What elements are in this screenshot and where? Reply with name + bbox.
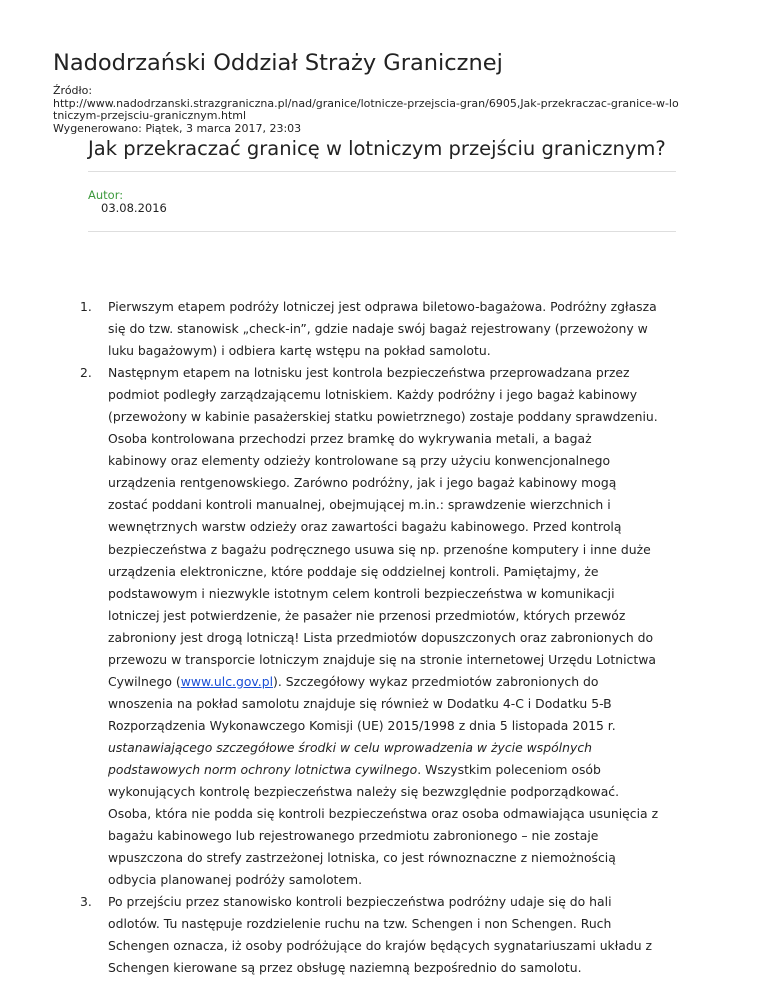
- text-line: Po przejściu przez stanowisko kontroli bezpieczeństwa podróżny udaje się do hali: [108, 894, 612, 910]
- text-line: się do tzw. stanowisk „check-in”, gdzie nadaje swój bagaż rejestrowany (przewożony w: [108, 321, 648, 337]
- list-item: [80, 891, 680, 979]
- text-line: luku bagażowym) i odbiera kartę wstępu na pokład samolotu.: [108, 343, 491, 359]
- text-line: Schengen oznacza, iż osoby podróżujące do krajów będących sygnatariuszami układu z: [108, 938, 653, 954]
- title-divider: [88, 171, 676, 172]
- list-number: 1.: [80, 299, 92, 314]
- list-number: 2.: [80, 365, 92, 381]
- text-line-italic: [108, 737, 680, 759]
- publish-date: 03.08.2016: [101, 201, 167, 215]
- italic-text: podstawowych norm ochrony lotnictwa cywilnego: [108, 761, 418, 777]
- text-line: (przewożony w kabinie pasażerskiej statku powietrznego) zostaje poddany sprawdzeniu.: [108, 409, 658, 425]
- text-line: podstawowym i niezwykle istotnym celem kontroli bezpieczeństwa w komunikacji: [108, 585, 615, 601]
- text-line: urządzenia elektroniczne, które poddaje się oddzielnej kontroli. Pamiętajmy, że: [108, 563, 599, 579]
- text-line: wnoszenia na pokład samolotu znajduje się również w Dodatku 4-C i Dodatku 5-B: [108, 695, 612, 711]
- text-line: Schengen kierowane są przez obsługę naziemną bezpośrednio do samolotu.: [108, 960, 582, 976]
- text-line: Osoba kontrolowana przechodzi przez bramkę do wykrywania metali, a bagaż: [108, 431, 592, 447]
- text-line: Rozporządzenia Wykonawczego Komisji (UE) 2015/1998 z dnia 5 listopada 2015 r.: [108, 717, 616, 733]
- list-number: 3.: [80, 894, 92, 910]
- text-line: zostać poddani kontroli manualnej, obejmującej m.in.: sprawdzenie wierzchnich i: [108, 497, 611, 513]
- source-meta: [53, 85, 679, 135]
- text-line-with-link: [108, 671, 680, 693]
- text-line: odlotów. Tu następuje rozdzielenie ruchu na tzw. Schengen i non Schengen. Ruch: [108, 916, 612, 932]
- text-line: lotniczej jest potwierdzenie, że pasażer nie przenosi przedmiotów, których przewóz: [108, 607, 626, 623]
- text-line: podmiot podległy zarządzającemu lotniskiem. Każdy podróżny i jego bagaż kabinowy: [108, 387, 638, 403]
- italic-text: ustanawiającego szczegółowe środki w celu wprowadzenia w życie wspólnych: [108, 739, 592, 755]
- text-line: bagażu kabinowego lub rejestrowanego przedmiotu zabronionego – nie zostaje: [108, 828, 599, 844]
- source-label: Źródło:: [53, 84, 93, 97]
- list-item: [80, 296, 680, 362]
- text-segment: ). Szczegółowy wykaz przedmiotów zabronionych do: [273, 673, 599, 689]
- text-segment: . Wszystkim poleceniom osób: [417, 761, 601, 777]
- text-segment: Cywilnego (: [108, 673, 181, 689]
- source-url-line-2: tniczym-przejsciu-granicznym.html: [53, 109, 247, 122]
- site-title: Nadodrzański Oddział Straży Granicznej: [53, 50, 503, 76]
- text-line: wewnętrznych warstw odzieży oraz zawartości bagażu kabinowego. Przed kontrolą: [108, 519, 622, 535]
- source-url-line-1: http://www.nadodrzanski.strazgraniczna.pl/nad/granice/lotnicze-przejscia-gran/6905,Jak-przekraczac-granice-w-lo: [53, 96, 679, 110]
- steps-list: [80, 296, 680, 979]
- text-line: Pierwszym etapem podróży lotniczej jest odprawa biletowo-bagażowa. Podróżny zgłasza: [108, 299, 657, 314]
- article-title: Jak przekraczać granicę w lotniczym przejściu granicznym?: [88, 137, 666, 160]
- generated-timestamp: Wygenerowano: Piątek, 3 marca 2017, 23:03: [53, 121, 302, 135]
- text-line: bezpieczeństwa z bagażu podręcznego usuwa się np. przenośne komputery i inne duże: [108, 541, 651, 557]
- text-line: wpuszczona do strefy zastrzeżonej lotniska, co jest równoznaczne z niemożnością: [108, 850, 616, 866]
- text-line: Następnym etapem na lotnisku jest kontrola bezpieczeństwa przeprowadzana przez: [108, 365, 630, 381]
- ulc-link[interactable]: www.ulc.gov.pl: [180, 673, 274, 689]
- text-line-mixed: [108, 759, 680, 781]
- text-line: urządzenia rentgenowskiego. Zarówno podróżny, jak i jego bagaż kabinowy mogą: [108, 475, 617, 491]
- list-item: [80, 362, 680, 891]
- text-line: wykonujących kontrolę bezpieczeństwa należy się bezwzględnie podporządkować.: [108, 784, 620, 800]
- text-line: odbycia planowanej podróży samolotem.: [108, 872, 363, 888]
- text-line: zabroniony jest drogą lotniczą! Lista przedmiotów dopuszczonych oraz zabronionych do: [108, 629, 654, 645]
- meta-divider: [88, 231, 676, 232]
- text-line: kabinowy oraz elementy odzieży kontrolowane są przy użyciu konwencjonalnego: [108, 453, 611, 469]
- text-line: Osoba, która nie podda się kontroli bezpieczeństwa oraz osoba odmawiająca usunięcia z: [108, 806, 659, 822]
- author-label: Autor:: [88, 188, 124, 202]
- text-line: przewozu w transporcie lotniczym znajduje się na stronie internetowej Urzędu Lotnictwa: [108, 651, 656, 667]
